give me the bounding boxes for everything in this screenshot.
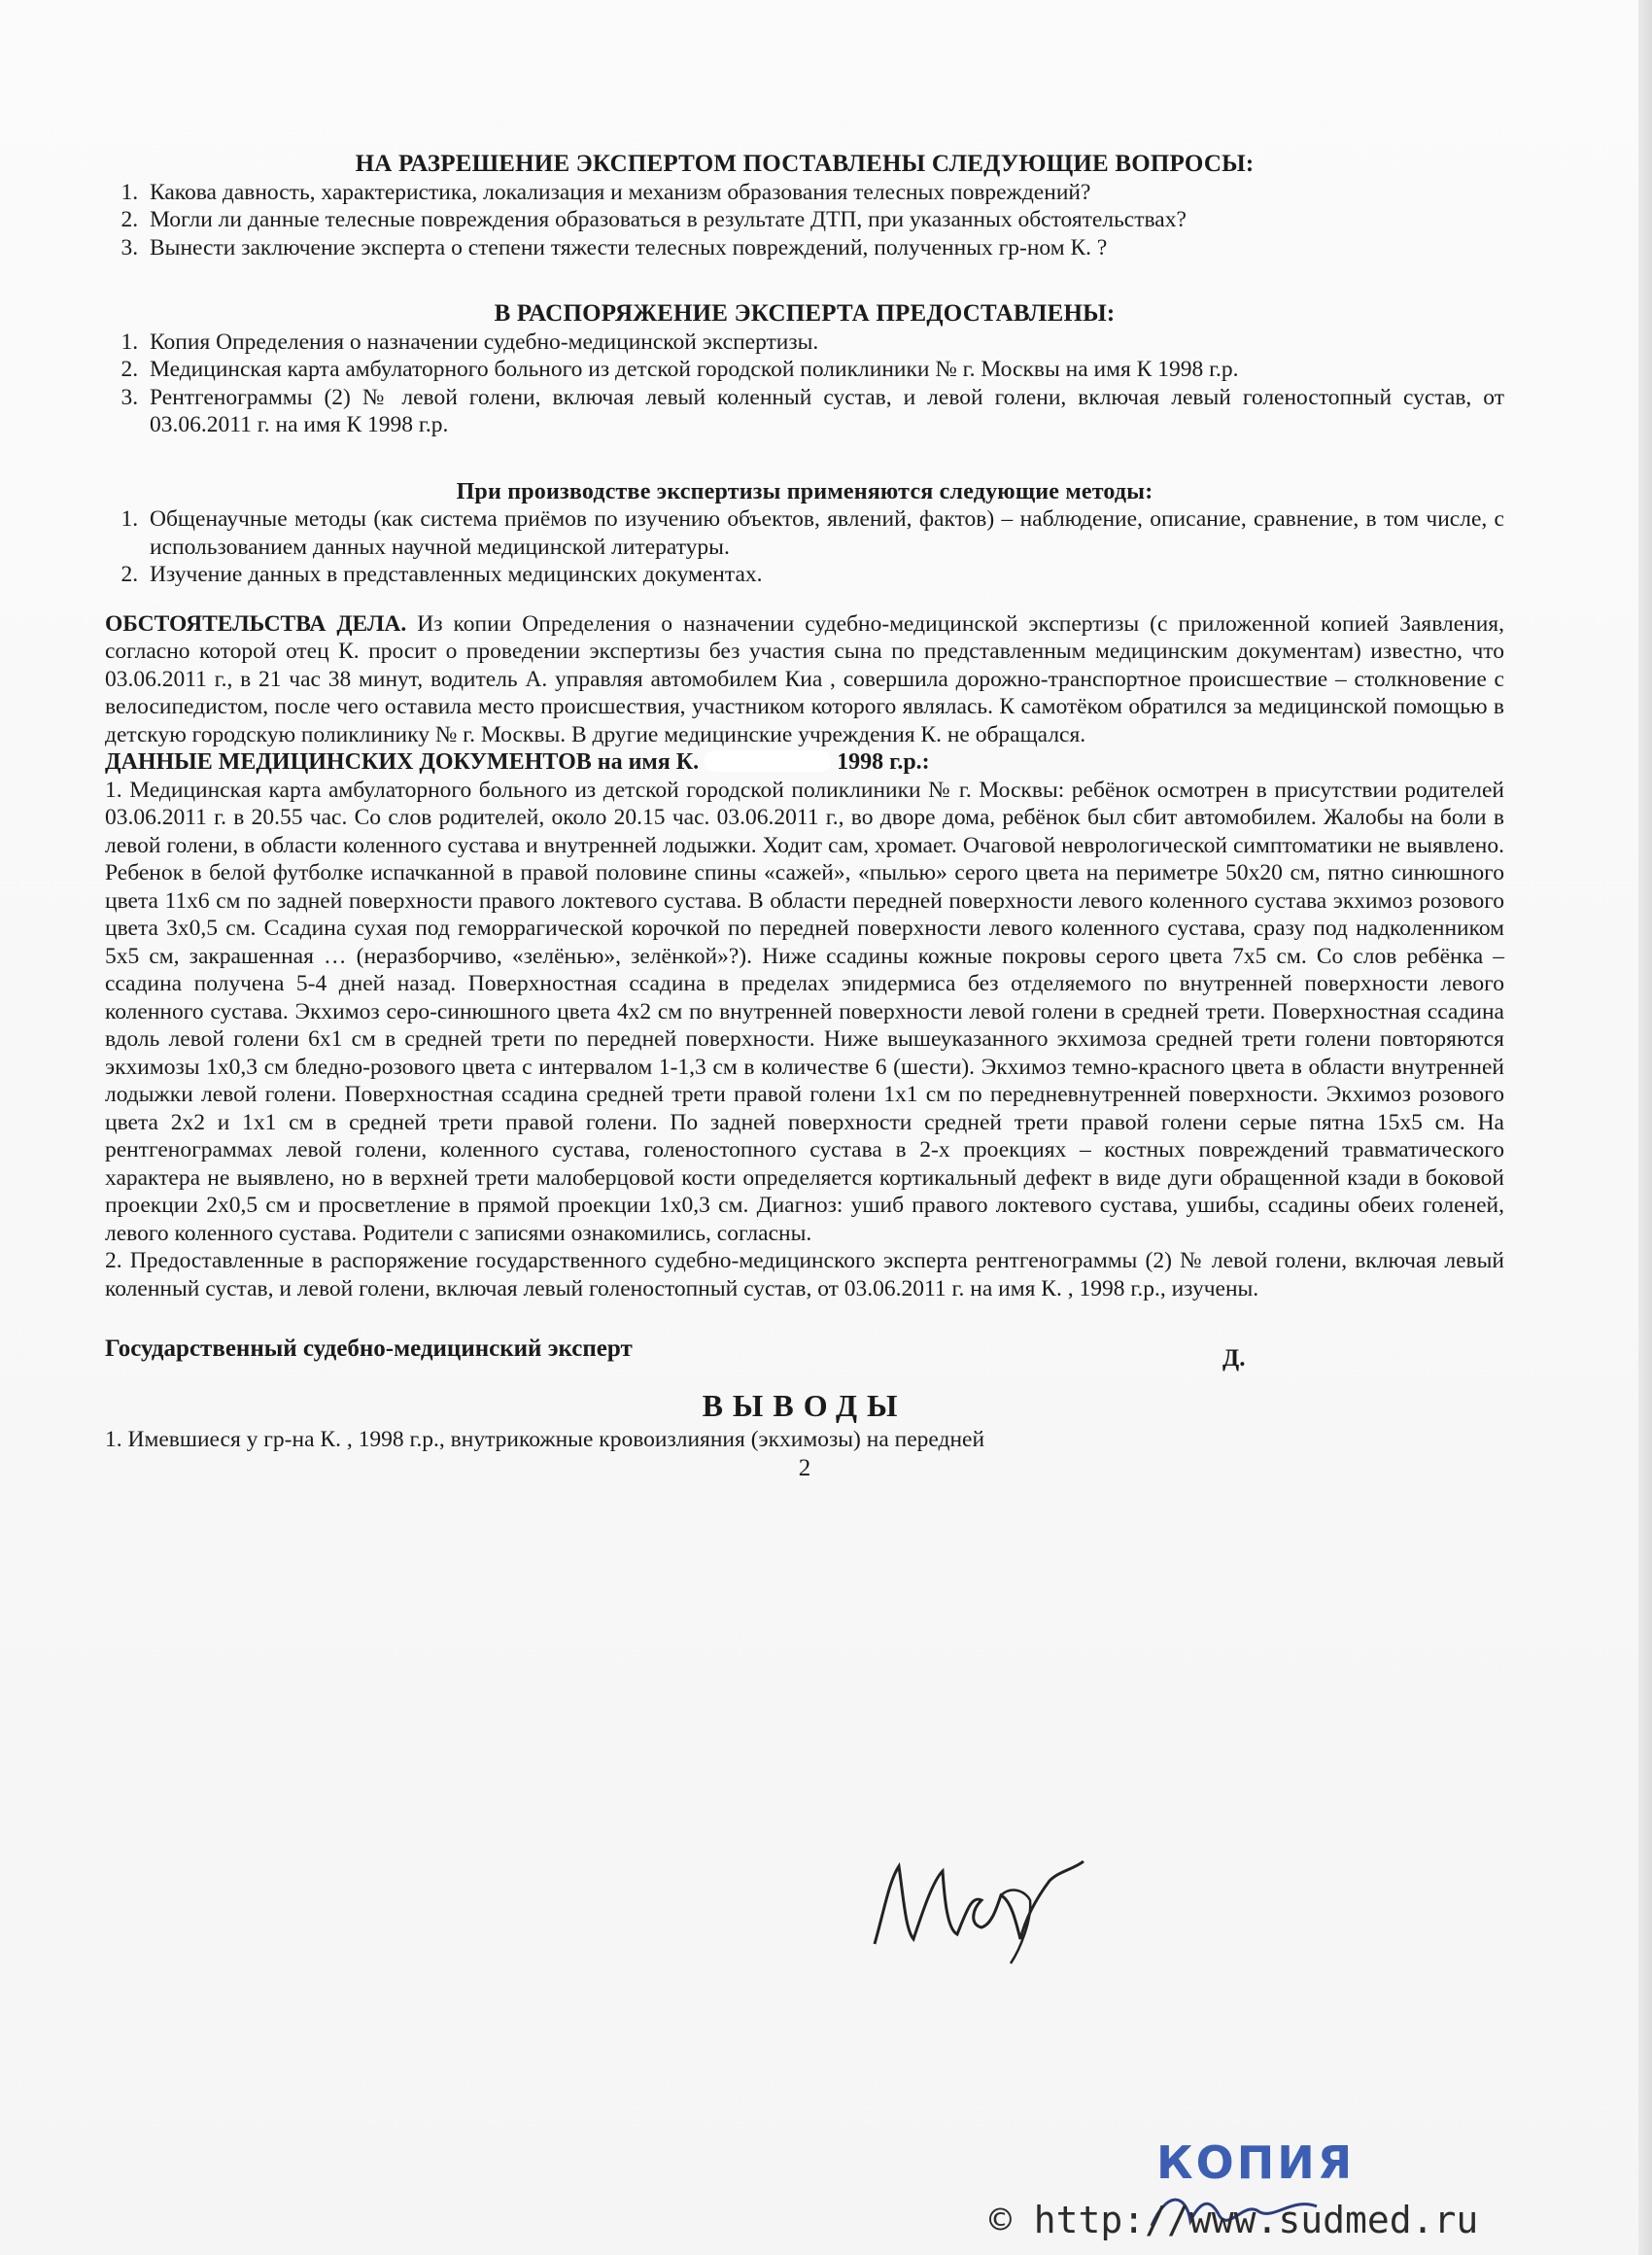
scan-edge [1638,0,1652,2255]
medical-heading-left: ДАННЫЕ МЕДИЦИНСКИХ ДОКУМЕНТОВ на имя К. [105,749,700,775]
questions-list [105,179,1504,262]
conclusions-heading: ВЫВОДЫ [702,1388,908,1423]
provided-item: 3. Рентгенограммы (2) № левой голени, включая левый коленный сустав, и левой голени, включая левый голеностопный сустав, от 03.06.2011 г. на имя К 1998 г.р. [144,384,1504,439]
provided-list [105,329,1504,439]
medical-heading [105,748,1504,777]
questions-heading: НА РАЗРЕШЕНИЕ ЭКСПЕРТОМ ПОСТАВЛЕНЫ СЛЕДУЮЩИЕ ВОПРОСЫ: [355,151,1255,177]
circumstances-paragraph [105,610,1504,749]
provided-heading: В РАСПОРЯЖЕНИЕ ЭКСПЕРТА ПРЕДОСТАВЛЕНЫ: [494,300,1116,327]
methods-list [105,505,1504,589]
medical-item-2: 2. Предоставленные в распоряжение государственного судебно-медицинского эксперта рентгенограммы (2) № левой голени, включая левый коленный сустав, и левой голени, включая левый голеностопный сустав, от 03.06.2011 г. на имя К. , 1998 г.р., изучены. [105,1248,1504,1301]
medical-heading-right: 1998 г.р.: [837,749,930,775]
site-watermark: © http://www.sudmed.ru [989,2199,1479,2241]
expert-name: Д. [1222,1345,1246,1371]
question-item: 3. Вынести заключение эксперта о степени тяжести телесных повреждений, полученных гр-ном К. ? [144,234,1504,262]
method-item: 2. Изучение данных в представленных медицинских документах. [144,561,1504,589]
question-item: 1. Какова давность, характеристика, локализация и механизм образования телесных повреждений? [144,179,1504,207]
expert-title: Государственный судебно-медицинский эксперт [105,1336,633,1362]
conclusion-item-1: 1. Имевшиеся у гр-на К. , 1998 г.р., внутрикожные кровоизлияния (экхимозы) на передней [105,1426,985,1452]
handwritten-signature [865,1842,1088,1968]
medical-item-1: 1. Медицинская карта амбулаторного больного из детской городской поликлиники № г. Москвы: ребёнок осмотрен в присутствии родителей 03.06.2011 г. в 20.55 час. Со слов родителей, около 20.15 час. 03.06.2011 г., во дворе дома, ребёнок был сбит автомобилем. Жалобы на боли в левой голени, в области коленного сустава и внутренней лодыжки. Ходит сам, хромает. Очаговой неврологической симптоматики не выявлено. Ребенок в белой футболке испачканной в правой половине спины «сажей», «пылью» серого цвета на периметре 50х20 см, пятно синюшного цвета 11х6 см по задней поверхности правого локтевого сустава. В области передней поверхности левого коленного сустава экхимоз розового цвета 3х0,5 см. Ссадина сухая под геморрагической корочкой по передней поверхности левого коленного сустава, сразу под надколенником 5х5 см, закрашенная … (неразборчиво, «зелёнью», зелёнкой»?). Ниже ссадины кожные покровы серого цвета 7х5 см. Со слов ребёнка – ссадина получена 5-4 дней назад. Поверхностная ссадина в пределах эпидермиса без отделяемого по внутренней поверхности левого коленного сустава. Экхимоз серо-синюшного цвета 4х2 см по внутренней поверхности левой голени в средней трети. Поверхностная ссадина вдоль левой голени 6х1 см в средней трети по передней поверхности. Ниже вышеуказанного экхимоза средней трети голени повторяются экхимозы 1х0,3 см бледно-розового цвета с интервалом 1-1,3 см в количестве 6 (шести). Экхимоз темно-красного цвета в области внутренней лодыжки левой голени. Поверхностная ссадина средней трети правой голени 1х1 см по передневнутренней поверхности. Экхимоз розового цвета 2х2 и 1х1 см в средней трети правой голени. По задней поверхности средней трети правой голени серые пятна 15х5 см. На рентгенограммах левой голени, коленного сустава, голеностопного сустава в 2-х проекциях – костных повреждений травматического характера не выявлено, но в верхней трети малоберцовой кости определяется кортикальный дефект в виде дуги обращенной кзади в боковой проекции 2х0,5 см и просветление в прямой проекции 1х0,3 см. Диагноз: ушиб правого локтевого сустава, ушибы, ссадины обеих голеней, левого коленного сустава. Родители с записями ознакомились, согласны. [105,777,1504,1246]
circumstances-text: Из копии Определения о назначении судебно-медицинской экспертизы (с приложенной копией Заявления, согласно которой отец К. просит о проведении экспертизы без участия сына по представленным медицинским документам) известно, что 03.06.2011 г., в 21 час 38 минут, водитель А. управляя автомобилем Киа , совершила дорожно-транспортное происшествие – столкновение с велосипедистом, после чего оставила место происшествия, участником которого являлась. К самотёком обратился за медицинской помощью в детскую городскую поликлинику № г. Москвы. В другие медицинские учреждения К. не обращался. [105,610,1504,747]
redaction-mark [705,750,831,772]
method-item: 1. Общенаучные методы (как система приёмов по изучению объектов, явлений, фактов) – наблюдение, описание, сравнение, в том числе, с использованием данных научной медицинской литературы. [144,505,1504,561]
methods-heading: При производстве экспертизы применяются следующие методы: [456,478,1153,504]
page-number: 2 [798,1455,811,1481]
circumstances-heading: ОБСТОЯТЕЛЬСТВА ДЕЛА. [105,610,407,637]
document-body [105,151,1504,1483]
expert-signature-line [105,1336,1504,1374]
provided-item: 2. Медицинская карта амбулаторного больного из детской городской поликлиники № г. Москвы на имя К 1998 г.р. [144,356,1504,384]
question-item: 2. Могли ли данные телесные повреждения образоваться в результате ДТП, при указанных обстоятельствах? [144,206,1504,234]
provided-item: 1. Копия Определения о назначении судебно-медицинской экспертизы. [144,329,1504,357]
copy-stamp: КОПИЯ [1156,2136,1356,2189]
